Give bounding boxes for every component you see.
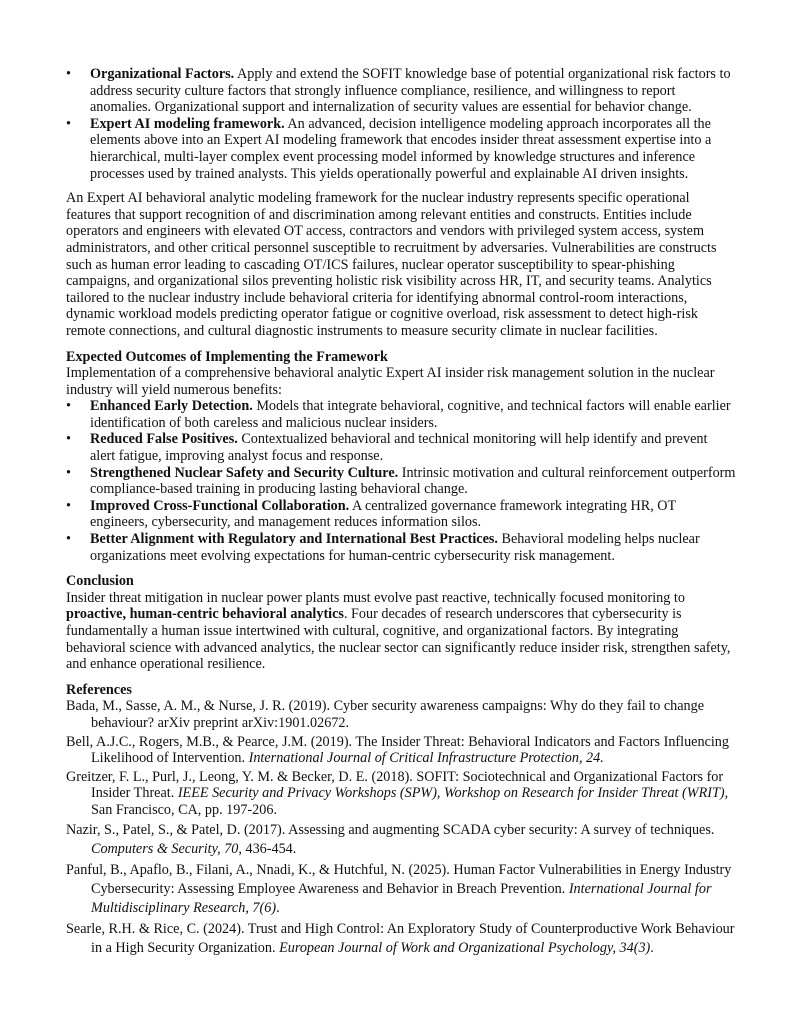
reference-source: Computers & Security, 70 <box>91 840 239 857</box>
reference-source: European Journal of Work and Organizational Psychology, 34(3) <box>279 939 651 956</box>
reference-authors-title: Greitzer, F. L., Purl, J., Leong, Y. M. & Becker, D. E. (2018). SOFIT: Sociotechnical and Organizational Factors for Insider Threat. <box>66 768 724 802</box>
outcomes-bullet-list <box>66 398 736 564</box>
reference-authors-title: Searle, R.H. & Rice, C. (2024). Trust and High Control: An Exploratory Study of Counterproductive Work Behaviour in a High Security Organization. <box>66 920 735 956</box>
outcome-false-positives <box>66 431 736 464</box>
spacer <box>66 182 736 190</box>
bullet-icon: • <box>66 497 71 514</box>
bullet-text: Models that integrate behavioral, cognitive, and technical factors will enable earlier identification of both careless and malicious nuclear insiders. <box>90 398 731 431</box>
bullet-icon: • <box>66 531 71 548</box>
bullet-icon: • <box>66 464 71 481</box>
conclusion-text-after: . Four decades of research underscores that cybersecurity is fundamentally a human issue intertwined with cultural, cognitive, and organizational factors. By integrating behavioral science with advanced analytics, the nuclear sector can significantly reduce insider risk, strengthen safety, and enhance operational resilience. <box>66 606 731 673</box>
bullet-icon: • <box>66 115 71 132</box>
reference-item <box>66 734 736 767</box>
reference-tail: , 436-454. <box>238 840 297 857</box>
spacer <box>66 564 736 573</box>
bullet-title: Enhanced Early Detection. <box>90 398 253 415</box>
bullet-text: Contextualized behavioral and technical monitoring will help identify and prevent alert fatigue, improving analyst focus and response. <box>90 431 708 465</box>
conclusion-heading: Conclusion <box>66 573 134 590</box>
outcome-regulatory-alignment <box>66 531 736 564</box>
bullet-title: Improved Cross-Functional Collaboration. <box>90 497 350 514</box>
reference-tail: . <box>650 939 654 956</box>
bullet-icon: • <box>66 431 71 448</box>
reference-authors-title: Nazir, S., Patel, S., & Patel, D. (2017). Assessing and augmenting SCADA cyber security: A survey of techniques. <box>66 821 715 838</box>
outcome-early-detection <box>66 398 736 431</box>
reference-source: International Journal of Critical Infrastructure Protection, 24. <box>248 750 604 767</box>
bullet-text: Intrinsic motivation and cultural reinforcement outperform compliance-based training in producing lasting behavioral change. <box>90 464 736 498</box>
spacer <box>66 340 736 349</box>
references-heading: References <box>66 681 132 698</box>
reference-list <box>66 698 736 957</box>
intro-bullet-organizational-factors <box>66 66 736 116</box>
bullet-text: An advanced, decision intelligence modeling approach incorporates all the elements above into an Expert AI modeling framework that encodes insider threat assessment expertise into a hierarchical, multi-layer complex event processing model informed by knowledge structures and inference processes used by trained analysts. This yields operationally powerful and explainable AI driven insights. <box>90 115 712 182</box>
reference-item <box>66 698 736 731</box>
reference-tail: . <box>276 899 280 916</box>
outcome-safety-culture <box>66 465 736 498</box>
bullet-icon: • <box>66 66 71 82</box>
bullet-text: Apply and extend the SOFIT knowledge base of potential organizational risk factors to address security culture factors that strongly influence compliance, resilience, and willingness to report anomalies. Organizational support and internalization of security values are essential for behavior change. <box>90 66 731 116</box>
conclusion-paragraph <box>66 590 736 673</box>
reference-item <box>66 769 736 819</box>
bullet-title: Expert AI modeling framework. <box>90 115 285 132</box>
bullet-icon: • <box>66 398 71 415</box>
outcome-collaboration <box>66 498 736 531</box>
reference-item <box>66 821 736 859</box>
conclusion-text-before: Insider threat mitigation in nuclear power plants must evolve past reactive, technically focused monitoring to <box>66 589 685 606</box>
bullet-text: A centralized governance framework integrating HR, OT engineers, cybersecurity, and management reduces information silos. <box>90 497 676 531</box>
framework-paragraph: An Expert AI behavioral analytic modeling framework for the nuclear industry represents specific operational features that support recognition of and discrimination among relevant entities and constructs. Entities include operators and engineers with elevated OT access, contractors and vendors with privileged system access, system administrators, and other critical personnel susceptible to recruitment by adversaries. Vulnerabilities are constructs such as human error leading to cascading OT/ICS failures, nuclear operator susceptibility to spear-phishing campaigns, and organizational silos preventing holistic risk visibility across HR, IT, and security teams. Analytics tailored to the nuclear industry include behavioral criteria for identifying abnormal control-room interactions, dynamic workload models predicting operator fatigue or cognitive overload, risk assessment to detect high-risk remote connections, and cultural diagnostic instruments to measure security climate in nuclear facilities. <box>66 190 717 339</box>
bullet-title: Strengthened Nuclear Safety and Security Culture. <box>90 464 399 481</box>
reference-authors-title: Bell, A.J.C., Rogers, M.B., & Pearce, J.M. (2019). The Insider Threat: Behavioral Indicators and Factors Influencing Likelihood of Intervention. <box>66 733 729 767</box>
conclusion-emphasis: proactive, human-centric behavioral analytics <box>66 606 344 623</box>
reference-source: International Journal for Multidisciplinary Research, 7(6) <box>91 880 712 916</box>
reference-authors-title: Panful, B., Apaflo, B., Filani, A., Nnadi, K., & Hutchful, N. (2025). Human Factor Vulnerabilities in Energy Industry Cybersecurity: Assessing Employee Awareness and Behavior in Breach Prevention. <box>66 861 732 897</box>
bullet-title: Reduced False Positives. <box>90 431 238 448</box>
bullet-title: Organizational Factors. <box>90 66 235 82</box>
reference-source: IEEE Security and Privacy Workshops (SPW), Workshop on Research for Insider Threat (WRIT), <box>177 785 729 802</box>
reference-item <box>66 861 736 918</box>
reference-item <box>66 920 736 958</box>
reference-tail: San Francisco, CA, pp. 197-206. <box>91 801 277 818</box>
outcomes-heading: Expected Outcomes of Implementing the Framework <box>66 348 388 365</box>
bullet-text: Behavioral modeling helps nuclear organizations meet evolving expectations for human-centric cybersecurity risk management. <box>90 531 700 564</box>
outcomes-intro: Implementation of a comprehensive behavioral analytic Expert AI insider risk management solution in the nuclear industry will yield numerous benefits: <box>66 365 715 398</box>
intro-bullet-list <box>66 66 736 182</box>
reference-authors-title: Bada, M., Sasse, A. M., & Nurse, J. R. (2019). Cyber security awareness campaigns: Why do they fail to change behaviour? arXiv preprint arXiv:1901.02672. <box>66 698 705 731</box>
spacer <box>66 673 736 682</box>
bullet-title: Better Alignment with Regulatory and International Best Practices. <box>90 531 498 548</box>
document-page <box>66 66 736 958</box>
intro-bullet-expert-ai <box>66 116 736 182</box>
